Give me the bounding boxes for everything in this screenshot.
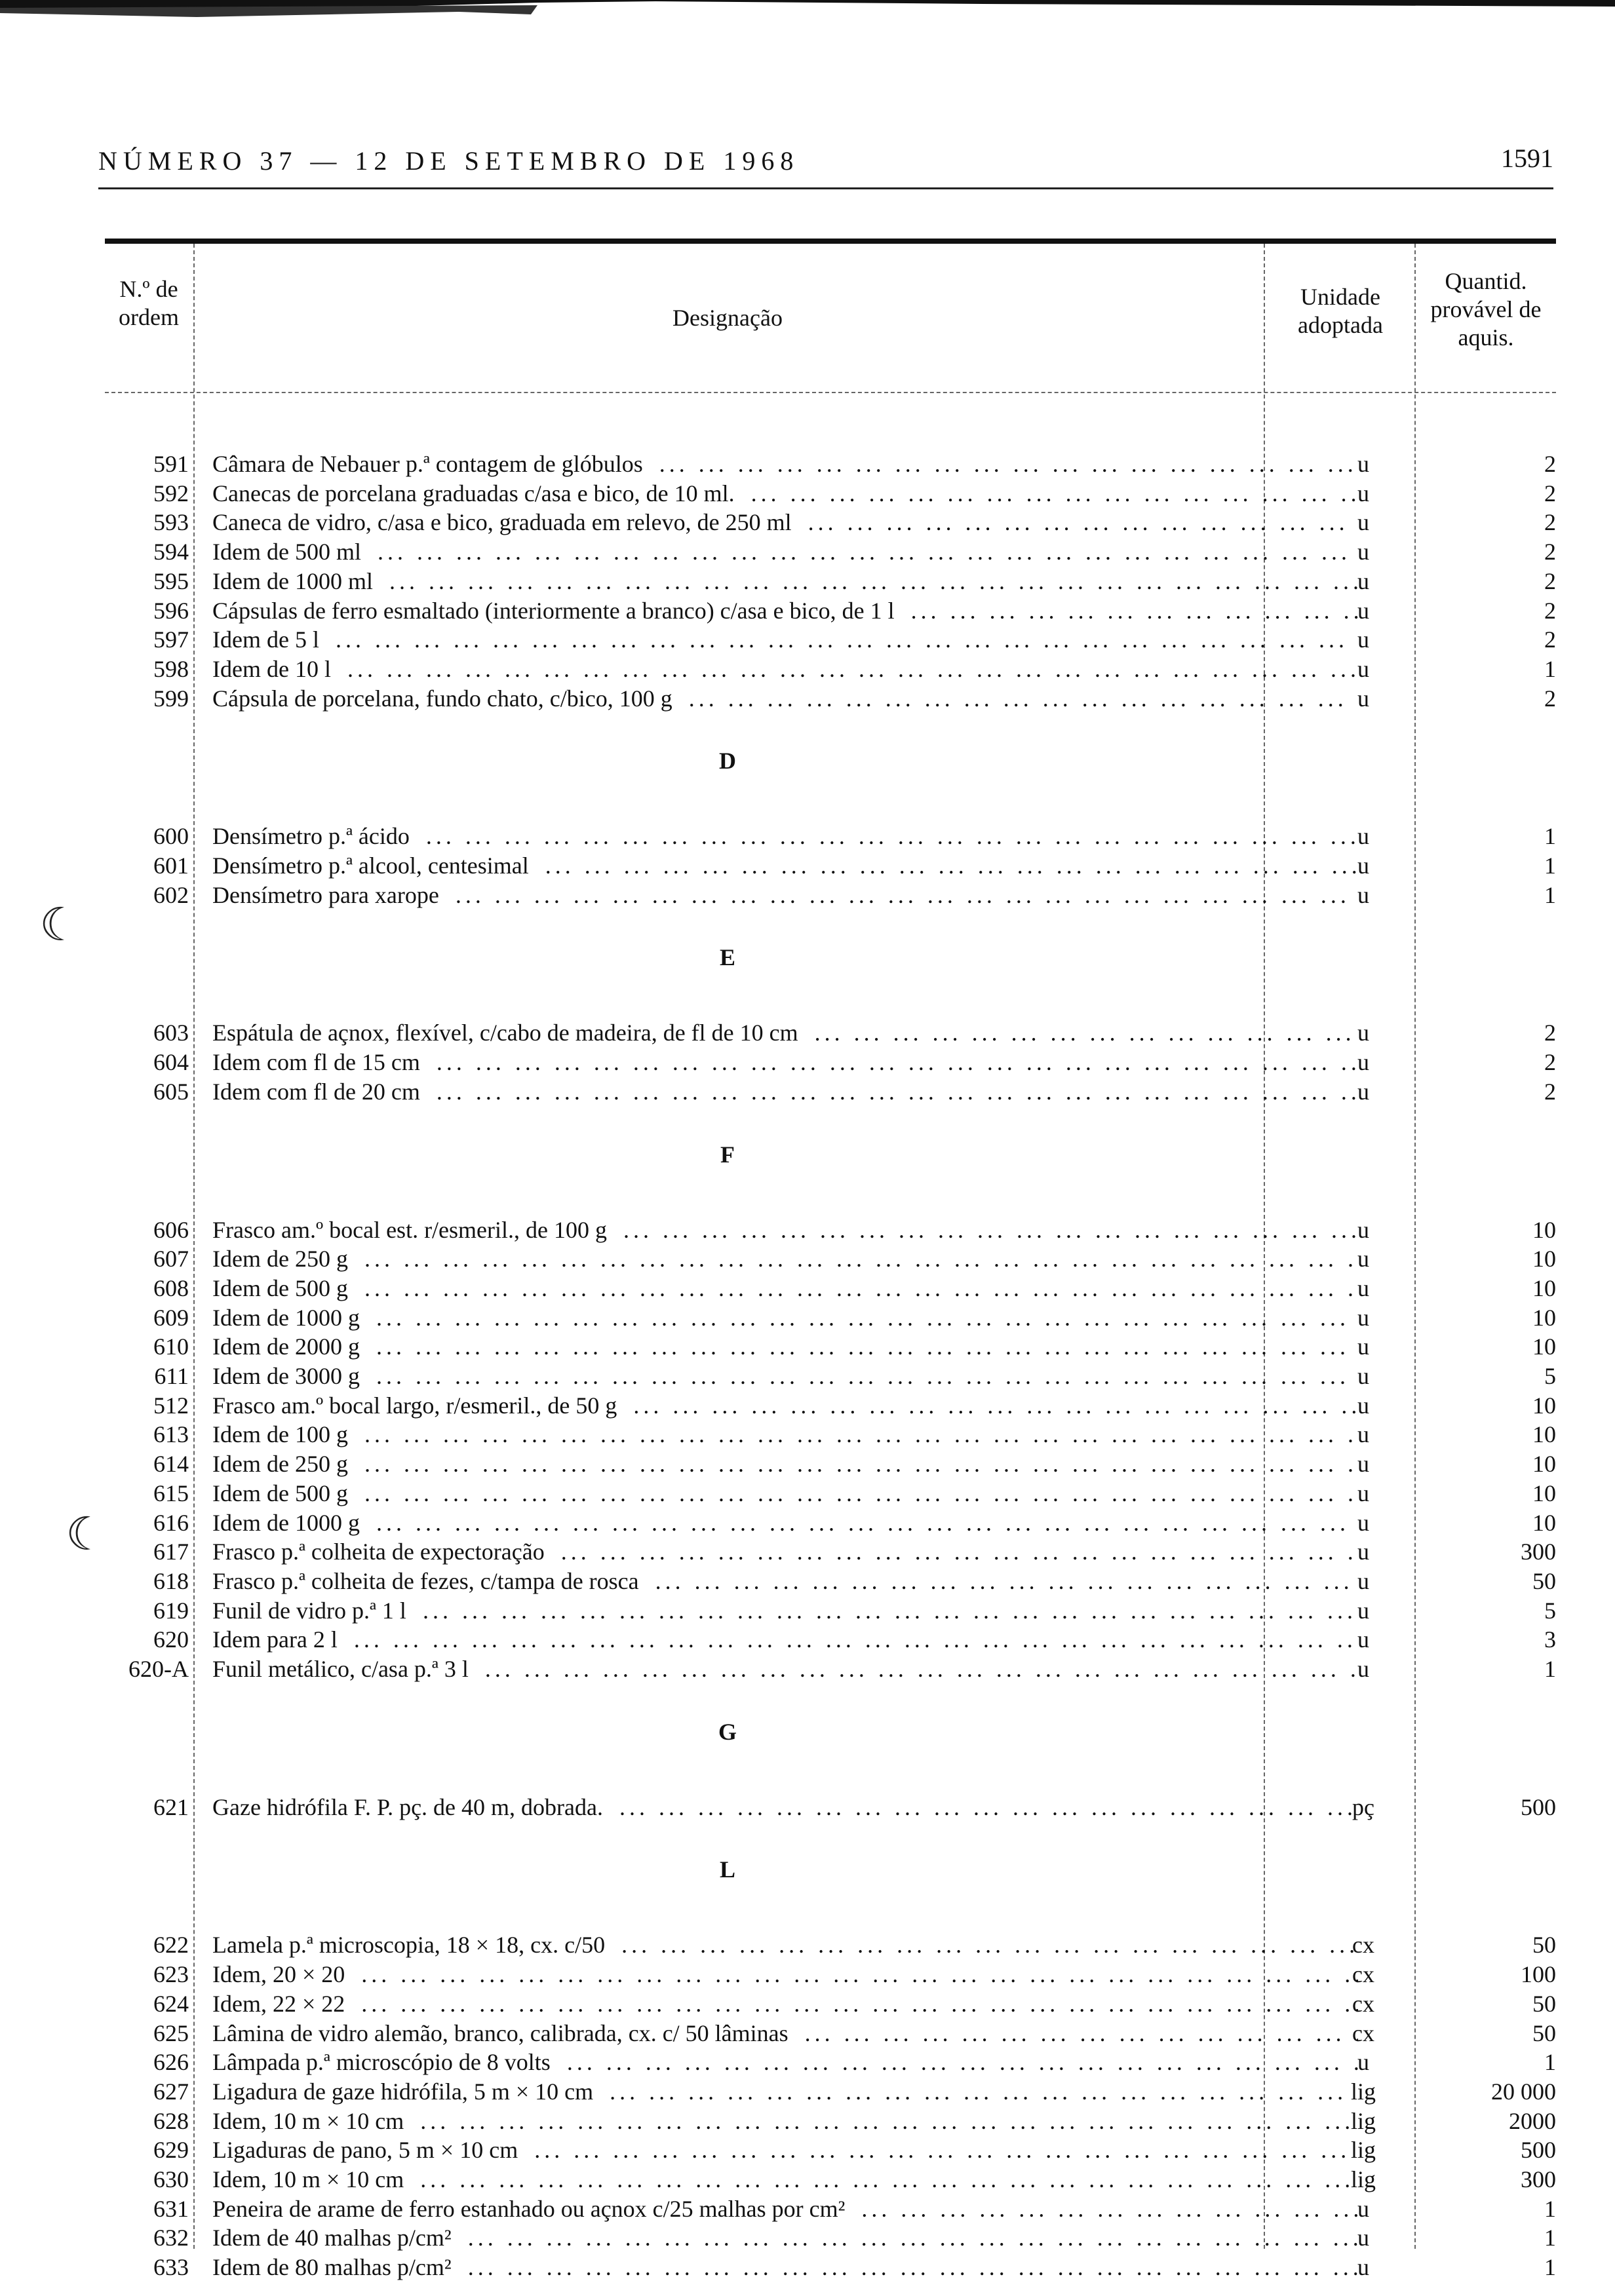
row-unit: pç xyxy=(1352,1793,1374,1820)
table-row xyxy=(105,1215,1556,1245)
table-row xyxy=(105,684,1556,714)
row-designation-text: Frasco p.ª colheita de fezes, c/tampa de rosca xyxy=(212,1568,646,1594)
row-quantity: 2 xyxy=(1544,1049,1556,1076)
table-row xyxy=(105,1930,1556,1960)
row-designation-text: Lamela p.ª microscopia, 18 × 18, cx. c/50 xyxy=(212,1932,612,1958)
table-row xyxy=(105,537,1556,567)
row-designation xyxy=(212,1655,1358,1684)
row-quantity: 50 xyxy=(1532,1567,1556,1594)
row-designation xyxy=(212,1048,1358,1077)
row-number: 622 xyxy=(153,1932,189,1959)
row-designation xyxy=(212,655,1358,684)
page-number: 1591 xyxy=(1501,144,1553,173)
row-number: 620-A xyxy=(128,1656,189,1682)
row-number: 606 xyxy=(153,1216,189,1243)
row-unit: u xyxy=(1357,1392,1369,1419)
row-quantity: 500 xyxy=(1521,1793,1556,1820)
row-designation xyxy=(212,508,1358,537)
row-unit: lig xyxy=(1350,2078,1376,2105)
row-number: 512 xyxy=(153,1392,189,1419)
row-designation-text: Cápsula de porcelana, fundo chato, c/bico, 100 g xyxy=(212,685,679,712)
row-quantity: 300 xyxy=(1521,1539,1556,1565)
row-quantity: 10 xyxy=(1532,1333,1556,1360)
table-row xyxy=(105,1479,1556,1508)
table-row xyxy=(105,2019,1556,2048)
row-unit: cx xyxy=(1352,1961,1374,1988)
row-designation-text: Densímetro p.ª alcool, centesimal xyxy=(212,852,535,879)
row-number: 613 xyxy=(153,1421,189,1448)
row-quantity: 1 xyxy=(1544,1656,1556,1682)
table-row xyxy=(105,1449,1556,1479)
row-number: 594 xyxy=(153,539,189,565)
row-quantity: 2 xyxy=(1544,451,1556,477)
row-designation xyxy=(212,1018,1358,1048)
row-quantity: 2 xyxy=(1544,480,1556,507)
row-designation-text: Densímetro p.ª ácido xyxy=(212,823,416,849)
row-quantity: 500 xyxy=(1521,2137,1556,2164)
row-unit: u xyxy=(1357,655,1369,682)
row-unit: lig xyxy=(1350,2137,1376,2164)
row-quantity: 300 xyxy=(1521,2166,1556,2192)
row-quantity: 10 xyxy=(1532,1421,1556,1448)
row-unit: u xyxy=(1357,1363,1369,1389)
row-number: 605 xyxy=(153,1078,189,1105)
row-number: 595 xyxy=(153,567,189,594)
header-designation: Designação xyxy=(672,305,783,331)
row-designation-text: Idem de 5 l xyxy=(212,626,326,653)
row-quantity: 2 xyxy=(1544,1020,1556,1046)
row-quantity: 2 xyxy=(1544,567,1556,594)
row-quantity: 10 xyxy=(1532,1216,1556,1243)
row-unit: u xyxy=(1357,509,1369,536)
row-designation-text: Idem para 2 l xyxy=(212,1626,344,1653)
table-row xyxy=(105,655,1556,684)
row-unit: lig xyxy=(1350,2166,1376,2192)
row-quantity: 10 xyxy=(1532,1304,1556,1331)
section-letter: L xyxy=(719,1856,735,1883)
row-designation xyxy=(212,1508,1358,1538)
row-number: 620 xyxy=(153,1626,189,1653)
row-designation xyxy=(212,822,1358,851)
row-designation-text: Idem de 1000 g xyxy=(212,1305,366,1331)
table-row xyxy=(105,1420,1556,1449)
table-row xyxy=(105,1274,1556,1303)
row-quantity: 1 xyxy=(1544,2254,1556,2281)
table-row xyxy=(105,1625,1556,1655)
row-unit: u xyxy=(1357,1078,1369,1105)
row-designation-text: Idem de 500 ml xyxy=(212,539,368,565)
table-row xyxy=(105,596,1556,626)
row-designation xyxy=(212,1274,1358,1303)
row-designation-text: Frasco am.º bocal largo, r/esmeril., de 50 g xyxy=(212,1392,623,1419)
row-designation-text: Funil metálico, c/asa p.ª 3 l xyxy=(212,1656,475,1682)
row-quantity: 2 xyxy=(1544,509,1556,536)
table-top-rule xyxy=(105,239,1556,244)
row-number: 602 xyxy=(153,881,189,908)
row-unit: u xyxy=(1357,567,1369,594)
table-row xyxy=(105,1655,1556,1684)
row-designation xyxy=(212,2223,1358,2253)
row-designation-text: Idem, 22 × 22 xyxy=(212,1991,351,2017)
row-designation xyxy=(212,1596,1358,1626)
row-number: 593 xyxy=(153,509,189,536)
row-number: 603 xyxy=(153,1020,189,1046)
row-designation-text: Idem de 1000 g xyxy=(212,1510,366,1536)
table-row xyxy=(105,1332,1556,1362)
row-designation-text: Idem de 500 g xyxy=(212,1480,355,1506)
row-number: 632 xyxy=(153,2225,189,2251)
row-number: 633 xyxy=(153,2254,189,2281)
row-number: 625 xyxy=(153,2019,189,2046)
row-designation-text: Gaze hidrófila F. P. pç. de 40 m, dobrada. xyxy=(212,1794,610,1820)
row-designation-text: Idem, 10 m × 10 cm xyxy=(212,2108,410,2134)
row-unit: u xyxy=(1357,1539,1369,1565)
row-designation-text: Câmara de Nebauer p.ª contagem de glóbulos xyxy=(212,451,650,477)
row-number: 618 xyxy=(153,1567,189,1594)
row-number: 615 xyxy=(153,1480,189,1506)
table-row xyxy=(105,1391,1556,1421)
row-number: 596 xyxy=(153,597,189,624)
section-letter: D xyxy=(719,748,736,775)
row-designation xyxy=(212,450,1358,479)
row-unit: u xyxy=(1357,2254,1369,2281)
row-designation-text: Idem de 250 g xyxy=(212,1246,355,1272)
row-quantity: 10 xyxy=(1532,1451,1556,1478)
row-designation-text: Idem, 20 × 20 xyxy=(212,1961,351,1987)
row-designation-text: Idem com fl de 15 cm xyxy=(212,1049,427,1075)
row-number: 624 xyxy=(153,1990,189,2017)
header-number: N.º de ordem xyxy=(119,276,179,330)
header-unit: Unidade adoptada xyxy=(1298,284,1383,338)
row-designation-text: Lâmina de vidro alemão, branco, calibrada, cx. c/ 50 lâminas xyxy=(212,2020,795,2046)
table-row xyxy=(105,1048,1556,1077)
row-quantity: 2 xyxy=(1544,597,1556,624)
row-designation-text: Idem de 1000 ml xyxy=(212,568,379,594)
row-unit: u xyxy=(1357,685,1369,712)
row-unit: u xyxy=(1357,1480,1369,1506)
row-designation xyxy=(212,479,1358,508)
row-designation xyxy=(212,1449,1358,1479)
row-quantity: 2 xyxy=(1544,685,1556,712)
row-designation-text: Cápsulas de ferro esmaltado (interiormente a branco) c/asa e bico, de 1 l xyxy=(212,598,901,624)
table-row xyxy=(105,1077,1556,1107)
row-number: 630 xyxy=(153,2166,189,2192)
row-designation-text: Peneira de arame de ferro estanhado ou açnox c/25 malhas por cm² xyxy=(212,2196,851,2222)
row-unit: u xyxy=(1357,1567,1369,1594)
row-quantity: 10 xyxy=(1532,1274,1556,1301)
row-designation xyxy=(212,567,1358,596)
row-unit: u xyxy=(1357,539,1369,565)
row-quantity: 50 xyxy=(1532,1990,1556,2017)
row-designation-text: Frasco p.ª colheita de expectoração xyxy=(212,1539,551,1565)
row-number: 623 xyxy=(153,1961,189,1988)
table-row xyxy=(105,450,1556,479)
row-designation-text: Ligaduras de pano, 5 m × 10 cm xyxy=(212,2137,524,2163)
row-unit: u xyxy=(1357,626,1369,653)
row-unit: u xyxy=(1357,1020,1369,1046)
row-number: 608 xyxy=(153,1274,189,1301)
row-number: 626 xyxy=(153,2049,189,2076)
section-letter: E xyxy=(719,944,735,971)
row-designation-text: Canecas de porcelana graduadas c/asa e bico, de 10 ml. xyxy=(212,480,741,507)
row-designation-text: Idem de 80 malhas p/cm² xyxy=(212,2254,458,2280)
row-number: 597 xyxy=(153,626,189,653)
row-designation xyxy=(212,1479,1358,1508)
row-designation-text: Idem de 2000 g xyxy=(212,1333,366,1360)
row-unit: cx xyxy=(1352,1990,1374,2017)
row-designation xyxy=(212,1362,1358,1391)
row-quantity: 10 xyxy=(1532,1246,1556,1272)
row-designation xyxy=(212,684,1358,714)
row-unit: u xyxy=(1357,852,1369,879)
table-row xyxy=(105,1018,1556,1048)
row-quantity: 2 xyxy=(1544,626,1556,653)
row-designation xyxy=(212,1567,1358,1596)
table-row xyxy=(105,508,1556,537)
row-quantity: 5 xyxy=(1544,1597,1556,1624)
row-quantity: 2 xyxy=(1544,1078,1556,1105)
row-quantity: 20 000 xyxy=(1491,2078,1556,2105)
table-row xyxy=(105,479,1556,508)
row-quantity: 2000 xyxy=(1509,2107,1556,2134)
row-unit: u xyxy=(1357,881,1369,908)
table-row xyxy=(105,1537,1556,1567)
row-designation-text: Idem, 10 m × 10 cm xyxy=(212,2166,410,2192)
row-designation xyxy=(212,1989,1358,2019)
row-designation-text: Lâmpada p.ª microscópio de 8 volts xyxy=(212,2049,557,2075)
row-quantity: 10 xyxy=(1532,1509,1556,1536)
row-designation xyxy=(212,1391,1358,1421)
row-unit: u xyxy=(1357,2195,1369,2222)
row-number: 601 xyxy=(153,852,189,879)
row-unit: u xyxy=(1357,1274,1369,1301)
table-row xyxy=(105,1989,1556,2019)
row-number: 600 xyxy=(153,823,189,850)
row-designation-text: Caneca de vidro, c/asa e bico, graduada em relevo, de 250 ml xyxy=(212,509,798,535)
row-designation xyxy=(212,2165,1358,2194)
row-designation xyxy=(212,1420,1358,1449)
row-unit: u xyxy=(1357,2225,1369,2251)
row-number: 628 xyxy=(153,2107,189,2134)
row-number: 609 xyxy=(153,1304,189,1331)
section-letter: F xyxy=(720,1141,735,1168)
row-number: 610 xyxy=(153,1333,189,1360)
row-quantity: 1 xyxy=(1544,852,1556,879)
row-designation xyxy=(212,1960,1358,1989)
header-separator xyxy=(105,392,1556,393)
table-row xyxy=(105,1244,1556,1274)
row-designation xyxy=(212,2019,1358,2048)
row-designation-text: Idem de 40 malhas p/cm² xyxy=(212,2225,458,2251)
table-row xyxy=(105,1793,1556,1822)
header-quantity: Quantid. provável de aquis. xyxy=(1430,268,1542,351)
header-rule xyxy=(98,187,1553,189)
table-row xyxy=(105,2077,1556,2107)
row-quantity: 1 xyxy=(1544,2049,1556,2076)
row-unit: u xyxy=(1357,1656,1369,1682)
row-designation xyxy=(212,1537,1358,1567)
row-unit: u xyxy=(1357,1509,1369,1536)
row-quantity: 1 xyxy=(1544,823,1556,850)
row-quantity: 1 xyxy=(1544,655,1556,682)
row-designation xyxy=(212,2253,1358,2282)
row-unit: u xyxy=(1357,1216,1369,1243)
table-row xyxy=(105,1596,1556,1626)
row-number: 598 xyxy=(153,655,189,682)
table-row xyxy=(105,851,1556,881)
row-number: 616 xyxy=(153,1509,189,1536)
table-row xyxy=(105,2107,1556,2136)
row-unit: u xyxy=(1357,1246,1369,1272)
row-designation xyxy=(212,881,1358,910)
row-designation xyxy=(212,851,1358,881)
table-row xyxy=(105,2165,1556,2194)
row-designation-text: Idem com fl de 20 cm xyxy=(212,1079,427,1105)
row-designation xyxy=(212,1244,1358,1274)
table-row xyxy=(105,881,1556,910)
row-designation xyxy=(212,2048,1358,2077)
section-letter: G xyxy=(718,1718,737,1745)
row-number: 617 xyxy=(153,1539,189,1565)
row-unit: u xyxy=(1357,2049,1369,2076)
row-number: 591 xyxy=(153,451,189,477)
row-quantity: 10 xyxy=(1532,1392,1556,1419)
table-row xyxy=(105,567,1556,596)
row-number: 611 xyxy=(154,1363,189,1389)
row-designation xyxy=(212,1077,1358,1107)
row-unit: lig xyxy=(1350,2107,1376,2134)
row-designation xyxy=(212,596,1358,626)
row-designation-text: Idem de 250 g xyxy=(212,1451,355,1477)
table-row xyxy=(105,2194,1556,2224)
row-number: 621 xyxy=(153,1793,189,1820)
row-number: 619 xyxy=(153,1597,189,1624)
row-designation xyxy=(212,537,1358,567)
row-designation xyxy=(212,625,1358,655)
row-unit: u xyxy=(1357,1421,1369,1448)
row-quantity: 2 xyxy=(1544,539,1556,565)
row-designation-text: Idem de 3000 g xyxy=(212,1363,366,1389)
margin-mark: ☾ xyxy=(66,1510,107,1560)
row-designation xyxy=(212,1332,1358,1362)
row-number: 607 xyxy=(153,1246,189,1272)
row-quantity: 3 xyxy=(1544,1626,1556,1653)
row-unit: u xyxy=(1357,1626,1369,1653)
row-unit: u xyxy=(1357,1304,1369,1331)
row-quantity: 1 xyxy=(1544,2225,1556,2251)
row-designation xyxy=(212,1215,1358,1245)
row-quantity: 1 xyxy=(1544,881,1556,908)
row-designation xyxy=(212,2077,1358,2107)
row-designation-text: Funil de vidro p.ª 1 l xyxy=(212,1598,413,1624)
row-designation xyxy=(212,2194,1358,2224)
row-designation-text: Ligadura de gaze hidrófila, 5 m × 10 cm xyxy=(212,2078,600,2105)
row-unit: u xyxy=(1357,823,1369,850)
row-number: 627 xyxy=(153,2078,189,2105)
table-row xyxy=(105,822,1556,851)
row-unit: u xyxy=(1357,1451,1369,1478)
row-number: 614 xyxy=(153,1451,189,1478)
table-row xyxy=(105,1567,1556,1596)
running-header: NÚMERO 37 — 12 DE SETEMBRO DE 1968 xyxy=(98,146,800,176)
row-designation xyxy=(212,1303,1358,1333)
row-number: 604 xyxy=(153,1049,189,1076)
row-unit: cx xyxy=(1352,1932,1374,1959)
row-designation-text: Espátula de açnox, flexível, c/cabo de madeira, de fl de 10 cm xyxy=(212,1020,805,1046)
row-quantity: 5 xyxy=(1544,1363,1556,1389)
table-row xyxy=(105,1362,1556,1391)
table-row xyxy=(105,2135,1556,2165)
row-designation-text: Idem de 500 g xyxy=(212,1275,355,1301)
table-row xyxy=(105,625,1556,655)
row-number: 599 xyxy=(153,685,189,712)
row-designation-text: Idem de 10 l xyxy=(212,656,338,682)
row-designation xyxy=(212,1793,1358,1822)
row-unit: u xyxy=(1357,1333,1369,1360)
row-number: 629 xyxy=(153,2137,189,2164)
table-row xyxy=(105,1508,1556,1538)
table-row xyxy=(105,1303,1556,1333)
table-row xyxy=(105,2048,1556,2077)
row-designation xyxy=(212,2107,1358,2136)
row-designation xyxy=(212,1930,1358,1960)
row-quantity: 10 xyxy=(1532,1480,1556,1506)
row-number: 592 xyxy=(153,480,189,507)
row-quantity: 50 xyxy=(1532,1932,1556,1959)
row-designation-text: Idem de 100 g xyxy=(212,1421,355,1447)
row-designation xyxy=(212,2135,1358,2165)
scan-edge-artifact xyxy=(0,0,1615,20)
row-quantity: 50 xyxy=(1532,2019,1556,2046)
row-number: 631 xyxy=(153,2195,189,2222)
row-designation xyxy=(212,1625,1358,1655)
row-unit: cx xyxy=(1352,2019,1374,2046)
row-designation-text: Densímetro para xarope xyxy=(212,882,446,908)
table-row xyxy=(105,2253,1556,2282)
row-unit: u xyxy=(1357,1049,1369,1076)
row-quantity: 1 xyxy=(1544,2195,1556,2222)
table-row xyxy=(105,1960,1556,1989)
row-unit: u xyxy=(1357,597,1369,624)
row-unit: u xyxy=(1357,1597,1369,1624)
row-quantity: 100 xyxy=(1521,1961,1556,1988)
row-unit: u xyxy=(1357,451,1369,477)
margin-mark: ☾ xyxy=(39,900,81,951)
row-unit: u xyxy=(1357,480,1369,507)
row-designation-text: Frasco am.º bocal est. r/esmeril., de 100 g xyxy=(212,1217,613,1243)
table-row xyxy=(105,2223,1556,2253)
